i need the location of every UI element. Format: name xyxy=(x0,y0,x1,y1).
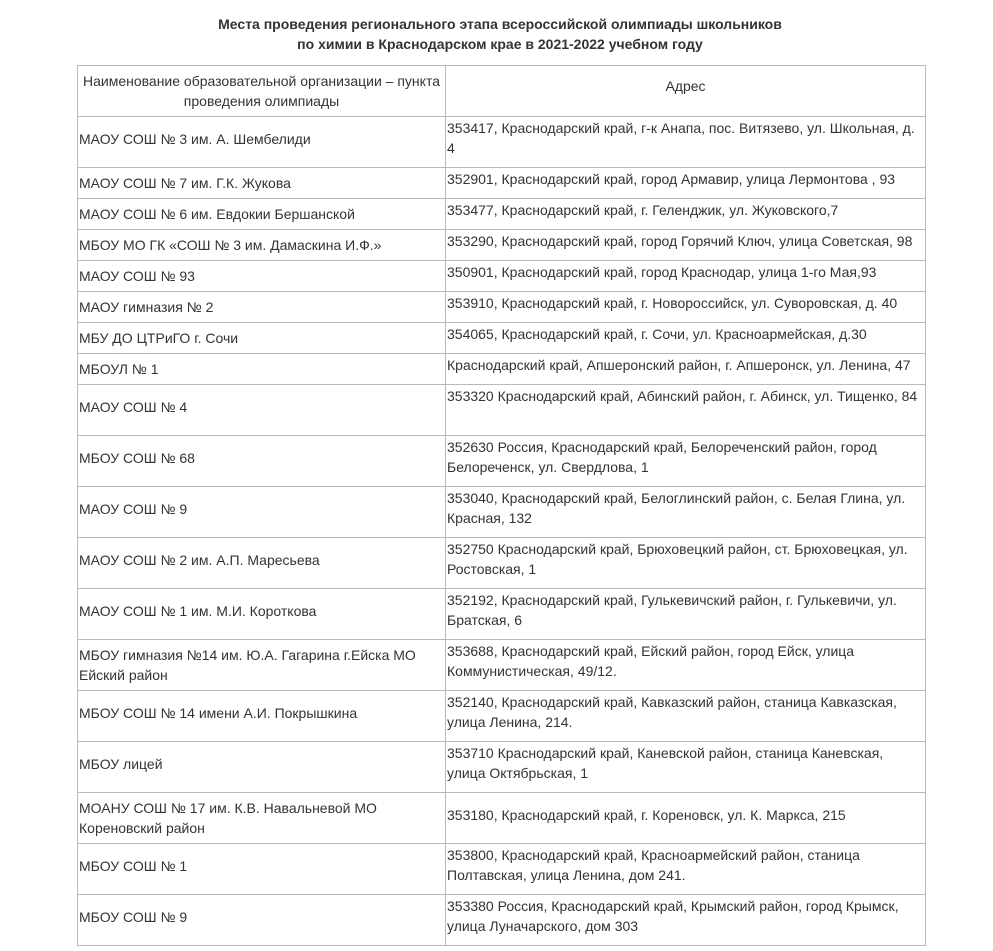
organization-cell: МБОУ СОШ № 9 xyxy=(78,895,446,946)
organization-cell: МБОУЛ № 1 xyxy=(78,354,446,385)
organization-cell: МАОУ СОШ № 6 им. Евдокии Бершанской xyxy=(78,199,446,230)
table-row xyxy=(78,323,926,354)
header-address: Адрес xyxy=(446,66,926,117)
table-row xyxy=(78,117,926,168)
address-cell: 353688, Краснодарский край, Ейский район, город Ейск, улица Коммунистическая, 49/12. xyxy=(446,640,926,691)
organization-cell: МАОУ гимназия № 2 xyxy=(78,292,446,323)
table-row xyxy=(78,385,926,436)
table-row xyxy=(78,261,926,292)
table-row xyxy=(78,589,926,640)
table-row xyxy=(78,742,926,793)
organization-cell: МАОУ СОШ № 1 им. М.И. Короткова xyxy=(78,589,446,640)
organization-cell: МБОУ СОШ № 14 имени А.И. Покрышкина xyxy=(78,691,446,742)
table-row xyxy=(78,199,926,230)
address-cell: 352901, Краснодарский край, город Армавир, улица Лермонтова , 93 xyxy=(446,168,926,199)
venues-table xyxy=(77,65,926,946)
address-cell: 353040, Краснодарский край, Белоглинский район, с. Белая Глина, ул. Красная, 132 xyxy=(446,487,926,538)
organization-cell: МАОУ СОШ № 2 им. А.П. Маресьева xyxy=(78,538,446,589)
address-cell: 353320 Краснодарский край, Абинский район, г. Абинск, ул. Тищенко, 84 xyxy=(446,385,926,436)
address-cell: 350901, Краснодарский край, город Краснодар, улица 1-го Мая,93 xyxy=(446,261,926,292)
address-cell: 353417, Краснодарский край, г-к Анапа, пос. Витязево, ул. Школьная, д. 4 xyxy=(446,117,926,168)
address-cell: 353290, Краснодарский край, город Горячий Ключ, улица Советская, 98 xyxy=(446,230,926,261)
address-cell: 352630 Россия, Краснодарский край, Белореченский район, город Белореченск, ул. Свердлова, 1 xyxy=(446,436,926,487)
address-cell: 353380 Россия, Краснодарский край, Крымский район, город Крымск, улица Луначарского, дом 303 xyxy=(446,895,926,946)
organization-cell: МБОУ лицей xyxy=(78,742,446,793)
organization-cell: МБОУ СОШ № 1 xyxy=(78,844,446,895)
organization-cell: МАОУ СОШ № 93 xyxy=(78,261,446,292)
organization-cell: МАОУ СОШ № 7 им. Г.К. Жукова xyxy=(78,168,446,199)
address-cell: 353910, Краснодарский край, г. Новороссийск, ул. Суворовская, д. 40 xyxy=(446,292,926,323)
organization-cell: МОАНУ СОШ № 17 им. К.В. Навальневой МО Кореновский район xyxy=(78,793,446,844)
organization-cell: МБОУ СОШ № 68 xyxy=(78,436,446,487)
organization-cell: МБОУ гимназия №14 им. Ю.А. Гагарина г.Ейска МО Ейский район xyxy=(78,640,446,691)
title-line-1: Места проведения регионального этапа всероссийской олимпиады школьников xyxy=(218,16,782,32)
header-organization: Наименование образовательной организации – пункта проведения олимпиады xyxy=(78,66,446,117)
table-row xyxy=(78,354,926,385)
table-row xyxy=(78,230,926,261)
organization-cell: МАОУ СОШ № 9 xyxy=(78,487,446,538)
organization-cell: МАОУ СОШ № 3 им. А. Шембелиди xyxy=(78,117,446,168)
address-cell: 352140, Краснодарский край, Кавказский район, станица Кавказская, улица Ленина, 214. xyxy=(446,691,926,742)
table-header-row xyxy=(78,66,926,117)
table-row xyxy=(78,895,926,946)
organization-cell: МБУ ДО ЦТРиГО г. Сочи xyxy=(78,323,446,354)
address-cell: 353477, Краснодарский край, г. Геленджик, ул. Жуковского,7 xyxy=(446,199,926,230)
address-cell: 352750 Краснодарский край, Брюховецкий район, ст. Брюховецкая, ул. Ростовская, 1 xyxy=(446,538,926,589)
organization-cell: МАОУ СОШ № 4 xyxy=(78,385,446,436)
table-row xyxy=(78,538,926,589)
table-row xyxy=(78,168,926,199)
table-row xyxy=(78,487,926,538)
table-row xyxy=(78,640,926,691)
address-cell: 354065, Краснодарский край, г. Сочи, ул. Красноармейская, д.30 xyxy=(446,323,926,354)
table-row xyxy=(78,292,926,323)
table-row xyxy=(78,691,926,742)
address-cell: 353180, Краснодарский край, г. Кореновск, ул. К. Маркса, 215 xyxy=(446,793,926,844)
table-row xyxy=(78,844,926,895)
page-title xyxy=(0,14,993,54)
table-row xyxy=(78,436,926,487)
organization-cell: МБОУ МО ГК «СОШ № 3 им. Дамаскина И.Ф.» xyxy=(78,230,446,261)
address-cell: 353800, Краснодарский край, Красноармейский район, станица Полтавская, улица Ленина, дом 241. xyxy=(446,844,926,895)
title-line-2: по химии в Краснодарском крае в 2021-2022 учебном году xyxy=(297,36,703,52)
table-row xyxy=(78,793,926,844)
address-cell: Краснодарский край, Апшеронский район, г. Апшеронск, ул. Ленина, 47 xyxy=(446,354,926,385)
address-cell: 353710 Краснодарский край, Каневской район, станица Каневская, улица Октябрьская, 1 xyxy=(446,742,926,793)
address-cell: 352192, Краснодарский край, Гулькевичский район, г. Гулькевичи, ул. Братская, 6 xyxy=(446,589,926,640)
